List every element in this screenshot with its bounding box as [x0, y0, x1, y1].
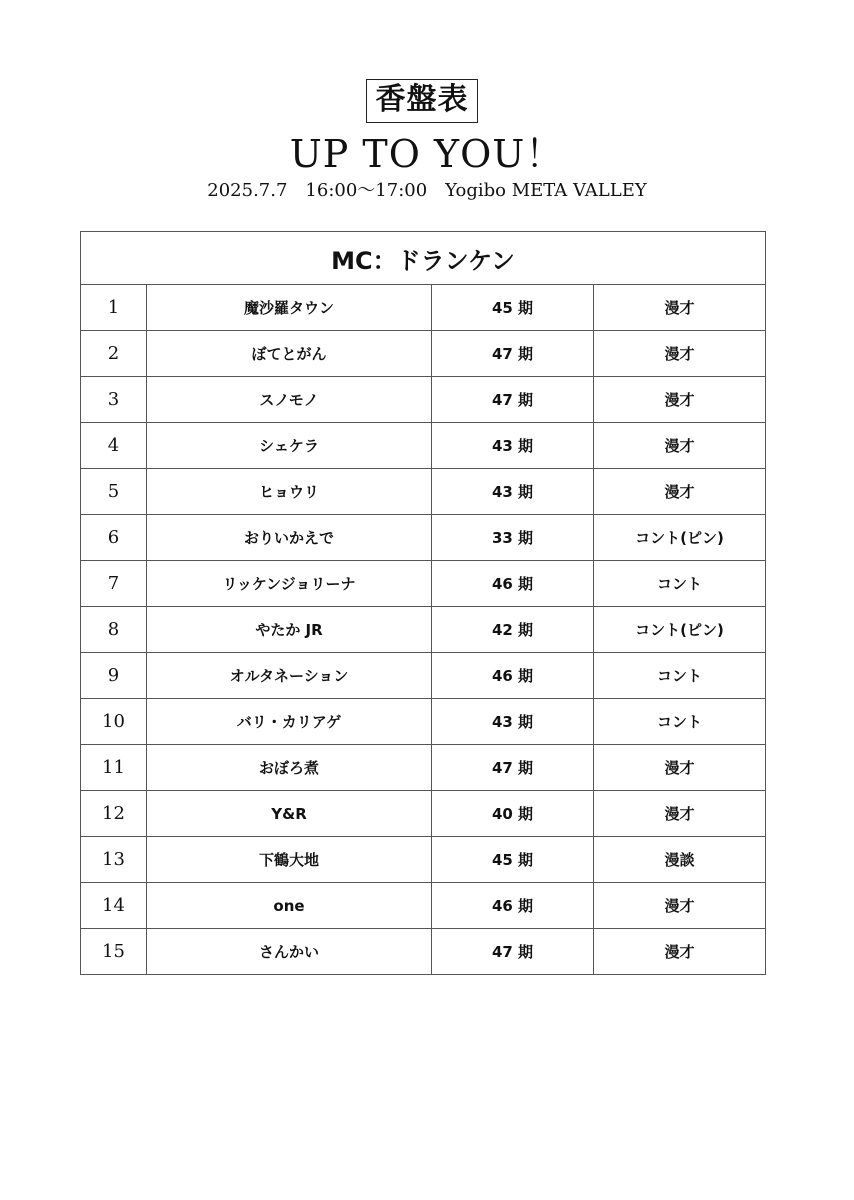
generation: 46 期: [432, 653, 594, 699]
performer-name: バリ・カリアゲ: [147, 699, 432, 745]
genre: 漫才: [594, 791, 766, 837]
genre: 漫才: [594, 883, 766, 929]
generation: 43 期: [432, 423, 594, 469]
generation: 47 期: [432, 745, 594, 791]
genre: 漫才: [594, 331, 766, 377]
lineup-table: [80, 231, 766, 975]
genre: 漫才: [594, 377, 766, 423]
performer-name: オルタネーション: [147, 653, 432, 699]
table-row: [81, 285, 766, 331]
performer-name: スノモノ: [147, 377, 432, 423]
performance-order: 1: [81, 285, 147, 331]
performance-order: 6: [81, 515, 147, 561]
generation: 42 期: [432, 607, 594, 653]
table-row: [81, 377, 766, 423]
generation: 43 期: [432, 469, 594, 515]
performer-name: おりいかえで: [147, 515, 432, 561]
performance-order: 8: [81, 607, 147, 653]
table-row: [81, 331, 766, 377]
performance-order: 9: [81, 653, 147, 699]
genre: 漫才: [594, 285, 766, 331]
performance-order: 4: [81, 423, 147, 469]
table-row: [81, 699, 766, 745]
mc-cell: MC：ドランケン: [81, 232, 766, 285]
genre: コント(ピン): [594, 607, 766, 653]
table-row: [81, 607, 766, 653]
table-row: [81, 515, 766, 561]
performance-order: 13: [81, 837, 147, 883]
performance-order: 14: [81, 883, 147, 929]
performer-name: シェケラ: [147, 423, 432, 469]
table-row: [81, 791, 766, 837]
table-row: [81, 653, 766, 699]
performer-name: さんかい: [147, 929, 432, 975]
performer-name: 下鶴大地: [147, 837, 432, 883]
performance-order: 12: [81, 791, 147, 837]
performer-name: ヒョウリ: [147, 469, 432, 515]
document-label: 香盤表: [366, 79, 478, 123]
event-date-time-venue: 2025.7.7 16:00～17:00 Yogibo META VALLEY: [207, 180, 647, 201]
generation: 47 期: [432, 331, 594, 377]
table-row: [81, 883, 766, 929]
mc-row: [81, 232, 766, 285]
performer-name: Y&R: [147, 791, 432, 837]
genre: 漫談: [594, 837, 766, 883]
generation: 33 期: [432, 515, 594, 561]
performance-order: 15: [81, 929, 147, 975]
performance-order: 2: [81, 331, 147, 377]
generation: 47 期: [432, 377, 594, 423]
performer-name: リッケンジョリーナ: [147, 561, 432, 607]
genre: コント(ピン): [594, 515, 766, 561]
performer-name: やたか JR: [147, 607, 432, 653]
performer-name: ぼてとがん: [147, 331, 432, 377]
table-row: [81, 745, 766, 791]
event-title: UP TO YOU！: [289, 132, 565, 176]
performer-name: one: [147, 883, 432, 929]
generation: 47 期: [432, 929, 594, 975]
generation: 46 期: [432, 561, 594, 607]
generation: 45 期: [432, 837, 594, 883]
table-row: [81, 561, 766, 607]
table-row: [81, 469, 766, 515]
performance-order: 7: [81, 561, 147, 607]
generation: 40 期: [432, 791, 594, 837]
genre: 漫才: [594, 423, 766, 469]
table-row: [81, 837, 766, 883]
performance-order: 11: [81, 745, 147, 791]
genre: 漫才: [594, 745, 766, 791]
performance-order: 3: [81, 377, 147, 423]
genre: コント: [594, 561, 766, 607]
lineup-table-body: [81, 232, 766, 975]
performance-order: 10: [81, 699, 147, 745]
performer-name: おぼろ煮: [147, 745, 432, 791]
table-row: [81, 423, 766, 469]
performer-name: 魔沙羅タウン: [147, 285, 432, 331]
table-row: [81, 929, 766, 975]
generation: 46 期: [432, 883, 594, 929]
generation: 45 期: [432, 285, 594, 331]
genre: 漫才: [594, 469, 766, 515]
genre: コント: [594, 699, 766, 745]
genre: コント: [594, 653, 766, 699]
generation: 43 期: [432, 699, 594, 745]
genre: 漫才: [594, 929, 766, 975]
performance-order: 5: [81, 469, 147, 515]
